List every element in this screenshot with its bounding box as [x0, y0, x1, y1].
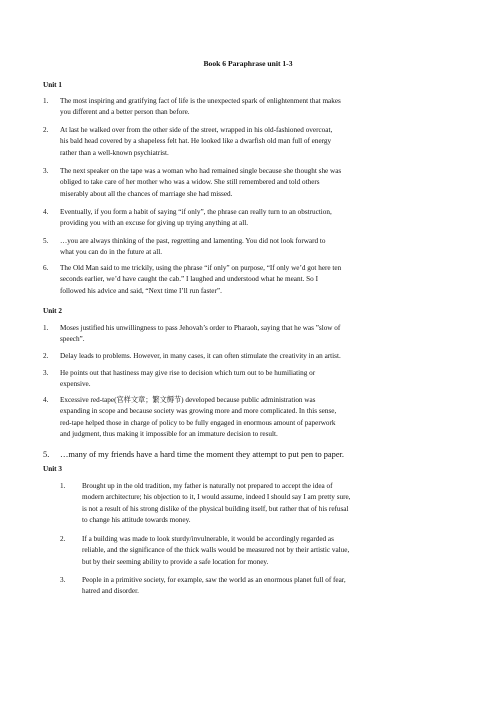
item-number: 3. — [60, 576, 66, 584]
item-number: 1. — [43, 324, 49, 332]
item-text: Brought up in the old tradition, my father is naturally not prepared to accept the idea of modern architecture; his objection to it, I would assume, indeed I should say I am pretty sure, is not a result of his strong dislike of the physical building itself, but rather that of his refusal to change his attitude towards money. — [82, 482, 351, 525]
unit-heading: Unit 1 — [43, 81, 62, 89]
item-text: The next speaker on the tape was a woman who had remained single because she thought she was obliged to take care of her mother who was a widow. She still remembered and told others miserably about all the chances of marriage she had missed. — [60, 167, 342, 198]
item-number: 3. — [43, 369, 49, 377]
item-number: 1. — [60, 482, 66, 490]
item-text: He points out that hastiness may give rise to decision which turn out to be humiliating or expensive. — [60, 369, 316, 389]
item-number: 2. — [43, 352, 49, 360]
unit-heading: Unit 3 — [43, 465, 62, 473]
item-text: If a building was made to look sturdy/invulnerable, it would be accordingly regarded as reliable, and the significance of the thick walls would be measured not by their artistic value, but by their seeming ability to provide a safe location for money. — [82, 535, 350, 566]
item-number: 3. — [43, 167, 49, 175]
unit-heading: Unit 2 — [43, 307, 62, 315]
item-number: 5. — [43, 450, 50, 459]
item-number: 6. — [43, 264, 49, 272]
item-number: 5. — [43, 237, 49, 245]
document-title: Book 6 Paraphrase unit 1-3 — [203, 59, 293, 68]
item-text: Delay leads to problems. However, in many cases, it can often stimulate the creativity in an artist. — [60, 352, 341, 360]
item-number: 2. — [60, 535, 66, 543]
item-text: Excessive red-tape(官样文章；繁文缛节) developed because public administration was expanding in scope and because society was growing more and more complicated. In this sense, red-tape helped those in charge of policy to be fully engaged in enormous amount of paperwork and judgment, thus making it impossible for an immature decision to result. — [60, 396, 337, 439]
item-text: Eventually, if you form a habit of saying “if only”, the phrase can really turn to an obstruction, providing you with an excuse for giving up trying anything at all. — [60, 208, 332, 228]
item-text: The Old Man said to me trickily, using the phrase “if only” on purpose, “If only we’d got here ten seconds earlier, we’d have caught the cab.” I laughed and understood what he meant. So I followed his advice and said, “Next time I’ll run faster”. — [60, 264, 342, 295]
item-text: …many of my friends have a hard time the moment they attempt to put pen to paper. — [60, 450, 344, 459]
item-text: …you are always thinking of the past, regretting and lamenting. You did not look forward to what you can do in the future at all. — [60, 237, 326, 257]
item-text: The most inspiring and gratifying fact of life is the unexpected spark of enlightenment that makes you different and a better person than before. — [60, 97, 341, 117]
item-text: At last he walked over from the other side of the street, wrapped in his old-fashioned overcoat, his bald head covered by a shapeless felt hat. He looked like a dwarfish old man full of energy rather than a well-known psychiatrist. — [60, 126, 333, 157]
item-text: Moses justified his unwillingness to pass Jehovah’s order to Pharaoh, saying that he was ”slow of speech”. — [60, 324, 341, 344]
item-number: 1. — [43, 97, 49, 105]
item-number: 4. — [43, 208, 49, 216]
item-number: 2. — [43, 126, 49, 134]
item-number: 4. — [43, 396, 49, 404]
item-text: People in a primitive society, for example, saw the world as an enormous planet full of fear, hatred and disorder. — [82, 576, 346, 596]
